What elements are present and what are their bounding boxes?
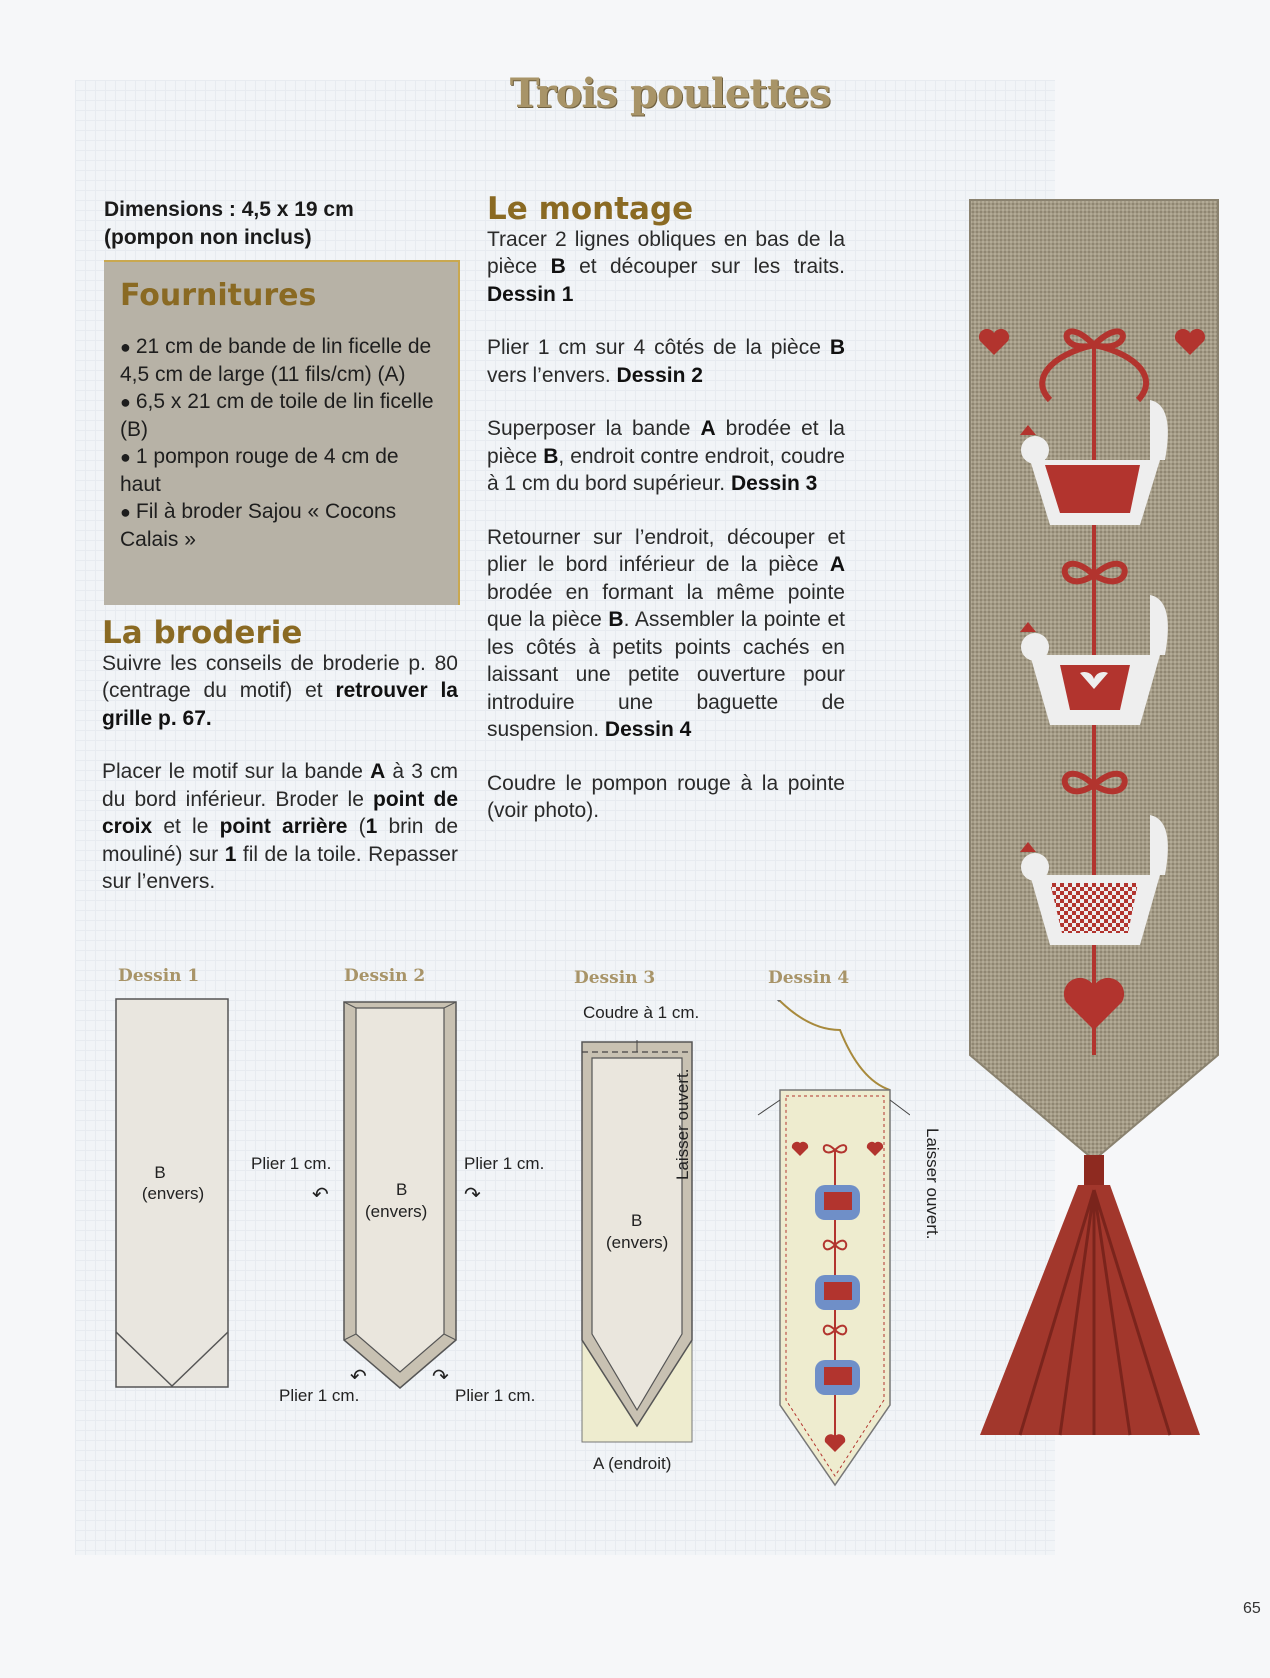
- drawing-2-label: Dessin 2: [344, 966, 426, 986]
- drawing-1-side: (envers): [141, 1184, 205, 1203]
- montage-section: [487, 191, 845, 851]
- page-title: Trois poulettes: [509, 70, 831, 117]
- sew-note: Coudre à 1 cm.: [583, 1003, 700, 1022]
- broderie-heading: La broderie: [102, 615, 303, 651]
- hen-icon: [815, 1185, 860, 1220]
- fold-note-bottom-right: Plier 1 cm.: [455, 1386, 536, 1405]
- leave-open-right: Laisser ouvert.: [923, 1128, 942, 1240]
- drawing-3-side: (envers): [606, 1233, 669, 1252]
- supplies-list: [120, 333, 444, 553]
- bookmark-photo: [960, 195, 1230, 1495]
- needle-icon: [750, 1000, 780, 1001]
- drawing-4: [750, 1000, 910, 1490]
- fold-arrow-icon: ↷: [464, 1184, 481, 1206]
- montage-paragraph: Plier 1 cm sur 4 côtés de la pièce B vers l’envers. Dessin 2: [487, 336, 845, 387]
- montage-paragraph: Coudre le pompon rouge à la pointe (voir photo).: [487, 771, 845, 822]
- supplies-item: ● Fil à broder Sajou « Cocons Calais »: [120, 498, 444, 553]
- drawing-2-side: (envers): [365, 1202, 428, 1221]
- dimensions-note: (pompon non inclus): [104, 226, 312, 249]
- montage-paragraph: Tracer 2 lignes obliques en bas de la pièce B et découper sur les traits. Dessin 1: [487, 227, 845, 306]
- dimensions-size: Dimensions : 4,5 x 19 cm: [104, 198, 354, 221]
- strip-a-label: A (endroit): [593, 1454, 672, 1473]
- drawing-3-label: Dessin 3: [574, 968, 656, 988]
- fold-arrow-icon: ↶: [312, 1184, 329, 1206]
- dimensions: [104, 196, 354, 252]
- fold-note-left: Plier 1 cm.: [251, 1154, 332, 1173]
- broderie-paragraph: Suivre les conseils de broderie p. 80 (centrage du motif) et retrouver la grille p. 67.: [102, 651, 458, 730]
- broderie-paragraph: Placer le motif sur la bande A à 3 cm du bord inférieur. Broder le point de croix et le point arrière (1 brin de mouliné) sur 1 fil de la toile. Repasser sur l’envers.: [102, 760, 459, 893]
- supplies-box: [104, 260, 460, 605]
- fold-arrow-icon: ↷: [432, 1366, 449, 1388]
- montage-heading: Le montage: [487, 191, 694, 227]
- supplies-heading: Fournitures: [120, 278, 317, 313]
- drawing-1-label: Dessin 1: [118, 966, 200, 986]
- fold-note-bottom-left: Plier 1 cm.: [279, 1386, 360, 1405]
- montage-paragraph: Retourner sur l’endroit, découper et plier le bord inférieur de la pièce A brodée en formant la même pointe que la pièce B. Assembler la pointe et les côtés à petits points cachés en laissant une petite ouverture pour introduire une baguette de suspension. Dessin 4: [487, 525, 845, 741]
- fold-note-right: Plier 1 cm.: [464, 1154, 545, 1173]
- supplies-item: ● 1 pompon rouge de 4 cm de haut: [120, 443, 444, 498]
- broderie-section: [102, 615, 459, 922]
- drawing-2-piece: B: [396, 1180, 408, 1199]
- supplies-item: ● 6,5 x 21 cm de toile de lin ficelle (B): [120, 388, 444, 443]
- hen-icon: [815, 1360, 860, 1395]
- leave-open-left: Laisser ouvert.: [673, 1068, 692, 1180]
- supplies-item: ● 21 cm de bande de lin ficelle de 4,5 cm de large (11 fils/cm) (A): [120, 333, 444, 388]
- fold-arrow-icon: ↶: [350, 1366, 367, 1388]
- drawing-1-piece: B: [154, 1163, 166, 1182]
- drawing-4-label: Dessin 4: [768, 968, 850, 988]
- tassel: [980, 1155, 1200, 1435]
- hen-icon: [815, 1275, 860, 1310]
- montage-paragraph: Superposer la bande A brodée et la pièce B, endroit contre endroit, coudre à 1 cm du bord supérieur. Dessin 3: [487, 417, 845, 495]
- page-number: 65: [1243, 1600, 1261, 1617]
- drawing-3-piece: B: [631, 1211, 643, 1230]
